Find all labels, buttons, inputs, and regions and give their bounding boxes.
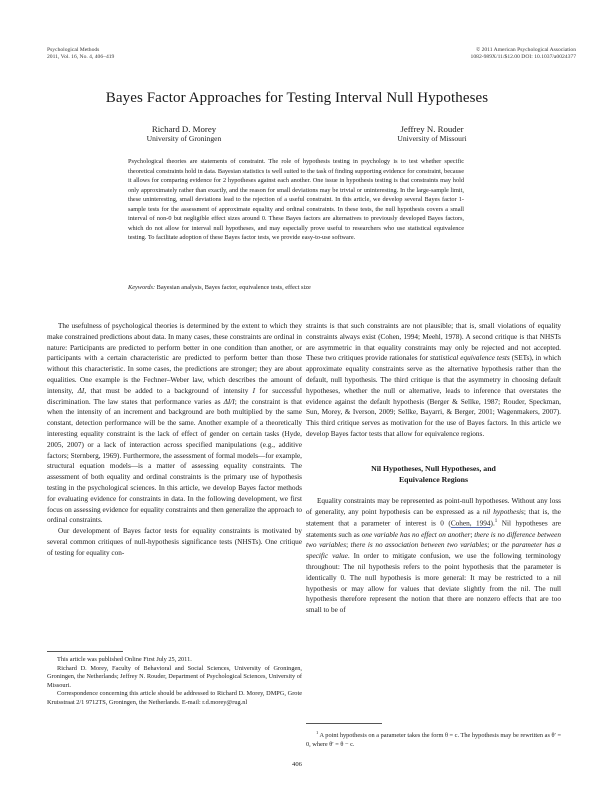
body-column-right [306, 321, 561, 616]
body-column-left [47, 321, 302, 559]
author-affiliation: University of Groningen [146, 134, 222, 143]
author-name: Jeffrey N. Rouder [400, 124, 464, 134]
page-number: 406 [292, 761, 302, 768]
author-note [47, 656, 302, 708]
footnote: Richard D. Morey, Faculty of Behavioral and Social Sciences, University of Groningen, Groningen, the Netherlands; Jeffrey N. Rouder, Department of Psychological Sciences, University of Missouri. [47, 664, 302, 689]
paragraph: straints is that such constraints are not plausible; that is, small violations of equality constraints always exist (Cohen, 1994; Meehl, 1978). A second critique is that NHSTs are asymmetric in that equality constraints may only be rejected and not accepted. These two critiques provide rationales for statistical equivalence tests (SETs), in which approximate equality constraints serve as the alternative hypothesis rather than the default, null hypothesis. The third critique is that the asymmetry in choosing default hypotheses, whether the null or alternative, leads to inference that overstates the evidence against the default hypothesis (Berger & Sellke, 1987; Rouder, Speckman, Sun, Morey, & Iverson, 2009; Sellke, Bayarri, & Berger, 2001; Wagenmakers, 2007). This third critique serves as motivation for the use of Bayes factors. In this article we develop Bayes factor tests that allow for equivalence regions. [306, 322, 561, 438]
author-affiliation: University of Missouri [397, 134, 467, 143]
keywords-label: Keywords: [128, 284, 156, 291]
keywords [128, 284, 464, 291]
footnote-rule [306, 723, 382, 724]
footnote: This article was published Online First July 25, 2011. [57, 656, 192, 663]
journal-name: Psychological Methods [47, 47, 100, 53]
paragraph: Our development of Bayes factor tests for equality constraints is motivated by several common critiques of null-hypothesis significance tests (NHSTs). One critique of testing for equality con- [47, 527, 302, 557]
section-heading: Nil Hypotheses, Null Hypotheses, and Equivalence Regions [371, 463, 496, 484]
footnote-marker: 1 [494, 519, 498, 525]
footnote-1: $^1$ A point hypothesis on a parameter takes the form θ = c. The hypothesis may be rewritten as θ′ = 0, where θ′ = θ − c. [306, 730, 561, 748]
copyright: © 2011 American Psychological Association [475, 47, 576, 53]
citation-link[interactable]: Cohen, 1994 [450, 519, 491, 528]
keywords-text: Bayesian analysis, Bayes factor, equivalence tests, effect size [156, 284, 311, 291]
article-title: Bayes Factor Approaches for Testing Interval Null Hypotheses [105, 90, 489, 106]
citation: 2011, Vol. 16, No. 4, 406–419 [47, 54, 115, 60]
footnote-rule [47, 651, 123, 652]
running-header-right [471, 47, 576, 61]
author-name: Richard D. Morey [151, 124, 217, 134]
abstract: Psychological theories are statements of constraint. The role of hypothesis testing in psychology is to test whether specific theoretical constraints hold in data. Bayesian statistics is well suited to the task of finding supporting evidence for constraint, because it allows for comparing evidence for 2 hypotheses against each another. One issue in hypothesis testing is that constraints may hold only approximately rather than exactly, and the reason for small deviations may be trivial or uninteresting. In the large-sample limit, these uninteresting, small deviations lead to the rejection of a useful constraint. In this article, we develop several Bayes factor 1-sample tests for the assessment of approximate equality and ordinal constraints. In these tests, the null hypothesis covers a small interval of non-0 but negligible effect sizes around 0. These Bayes factors are alternatives to previously developed Bayes factors, which do not allow for interval null hypotheses, and may especially prove useful to researchers who use statistical equivalence testing. To facilitate adoption of these Bayes factor tests, we provide easy-to-use software. [128, 158, 464, 241]
running-header-left [47, 47, 114, 61]
paragraph: Equality constraints may be represented as point-null hypotheses. Without any loss of generality, any point hypothesis can be expressed as a nil hypothesis; that is, the statement that a parameter of interest is 0 (Cohen, 1994).$^1$ Nil hypotheses are statements such as one variable has no effect on another; there is no difference between two variables; there is no association between two variables; or the parameter has a specific value. In order to mitigate confusion, we use the following terminology throughout: The nil hypothesis refers to the point hypothesis that the parameter is identically 0. The null hypothesis is more general: It may be restricted to a nil hypothesis or may allow for values that deviate slightly from the nil. The null hypothesis therefore represent the notion that there are nonzero effects that are too small to be of [306, 496, 562, 615]
paragraph: The usefulness of psychological theories is determined by the extent to which they make constrained predictions about data. In many cases, these constraints are ordinal in nature: Participants are predicted to perform better in one condition than another, or participants with a certain characteristic are predicted to perform better than those without this characteristic. In some cases, the predictions are stronger; they are about equalities. One example is the Fechner–Weber law, which describes the amount of intensity, ΔI, that must be added to a background of intensity I for successful discrimination. The law states that performance varies as ΔI/I; the constraint is that when the intensity of an increment and background are both multiplied by the same constant, detection performance will be the same. Another example of a theoretically interesting equality constraint is the lack of effect of gender on certain tasks (Hyde, 2005, 2007) or a lack of interaction across specified manipulations (e.g., additive factors; Sternberg, 1969). Furthermore, the assessment of formal models—for example, structural equation models—is a matter of assessing equality constraints. The assessment of both equality and ordinal constraints is the primary use of hypothesis testing in the psychological sciences. In this article, we develop Bayes factor methods for evaluating evidence for constraints in data. In the following development, we first focus on assessing evidence for equality constraints and then generalize the approach to ordinal constraints. [47, 322, 303, 525]
author-block-1 [121, 124, 247, 144]
doi: 1082-989X/11/$12.00 DOI: 10.1037/a0024377 [470, 54, 576, 60]
footnote: Correspondence concerning this article should be addressed to Richard D. Morey, DMPG, Grote Kruisstraat 2/1 9712TS, Groningen, the Netherlands. E-mail: r.d.morey@rug.nl [47, 690, 302, 706]
author-block-2 [380, 124, 484, 144]
